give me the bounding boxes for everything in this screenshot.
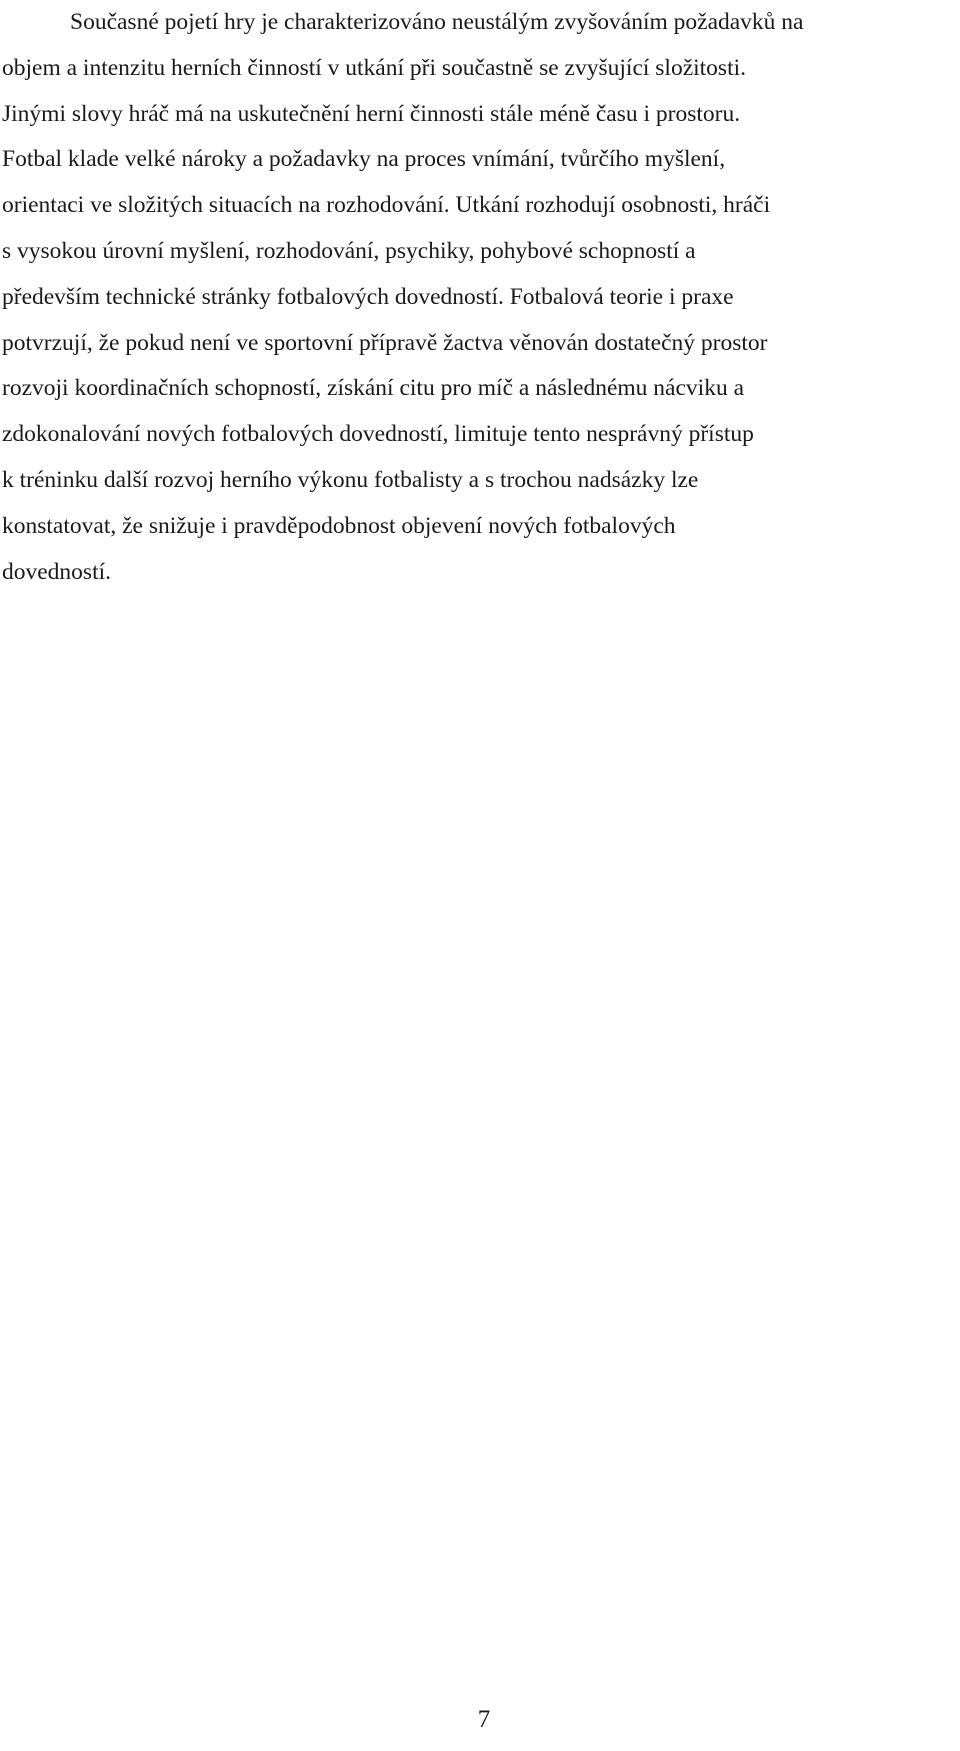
paragraph-line: především technické stránky fotbalových dovedností. Fotbalová teorie i praxe <box>2 283 734 310</box>
page-number: 7 <box>477 1706 491 1733</box>
paragraph-line: orientaci ve složitých situacích na rozhodování. Utkání rozhodují osobnosti, hráči <box>2 192 771 219</box>
body-paragraph <box>2 0 952 595</box>
paragraph-line: potvrzují, že pokud není ve sportovní přípravě žactva věnován dostatečný prostor <box>2 329 768 356</box>
paragraph-line: k tréninku další rozvoj herního výkonu fotbalisty a s trochou nadsázky lze <box>2 466 699 493</box>
paragraph-line: s vysokou úrovní myšlení, rozhodování, psychiky, pohybové schopností a <box>2 237 696 264</box>
paragraph-line: Jinými slovy hráč má na uskutečnění herní činnosti stále méně času i prostoru. <box>2 100 741 127</box>
paragraph-line: objem a intenzitu herních činností v utkání při součastně se zvyšující složitosti. <box>2 54 747 81</box>
paragraph-line: zdokonalování nových fotbalových dovedností, limituje tento nesprávný přístup <box>2 421 754 448</box>
paragraph-line: Současné pojetí hry je charakterizováno neustálým zvyšováním požadavků na <box>70 9 804 35</box>
paragraph-line: dovedností. <box>2 558 112 585</box>
paragraph-line: Fotbal klade velké nároky a požadavky na proces vnímání, tvůrčího myšlení, <box>2 146 726 173</box>
paragraph-line: konstatovat, že snižuje i pravděpodobnost objevení nových fotbalových <box>2 512 676 539</box>
paragraph-line: rozvoji koordinačních schopností, získání citu pro míč a následnému nácviku a <box>2 375 745 402</box>
